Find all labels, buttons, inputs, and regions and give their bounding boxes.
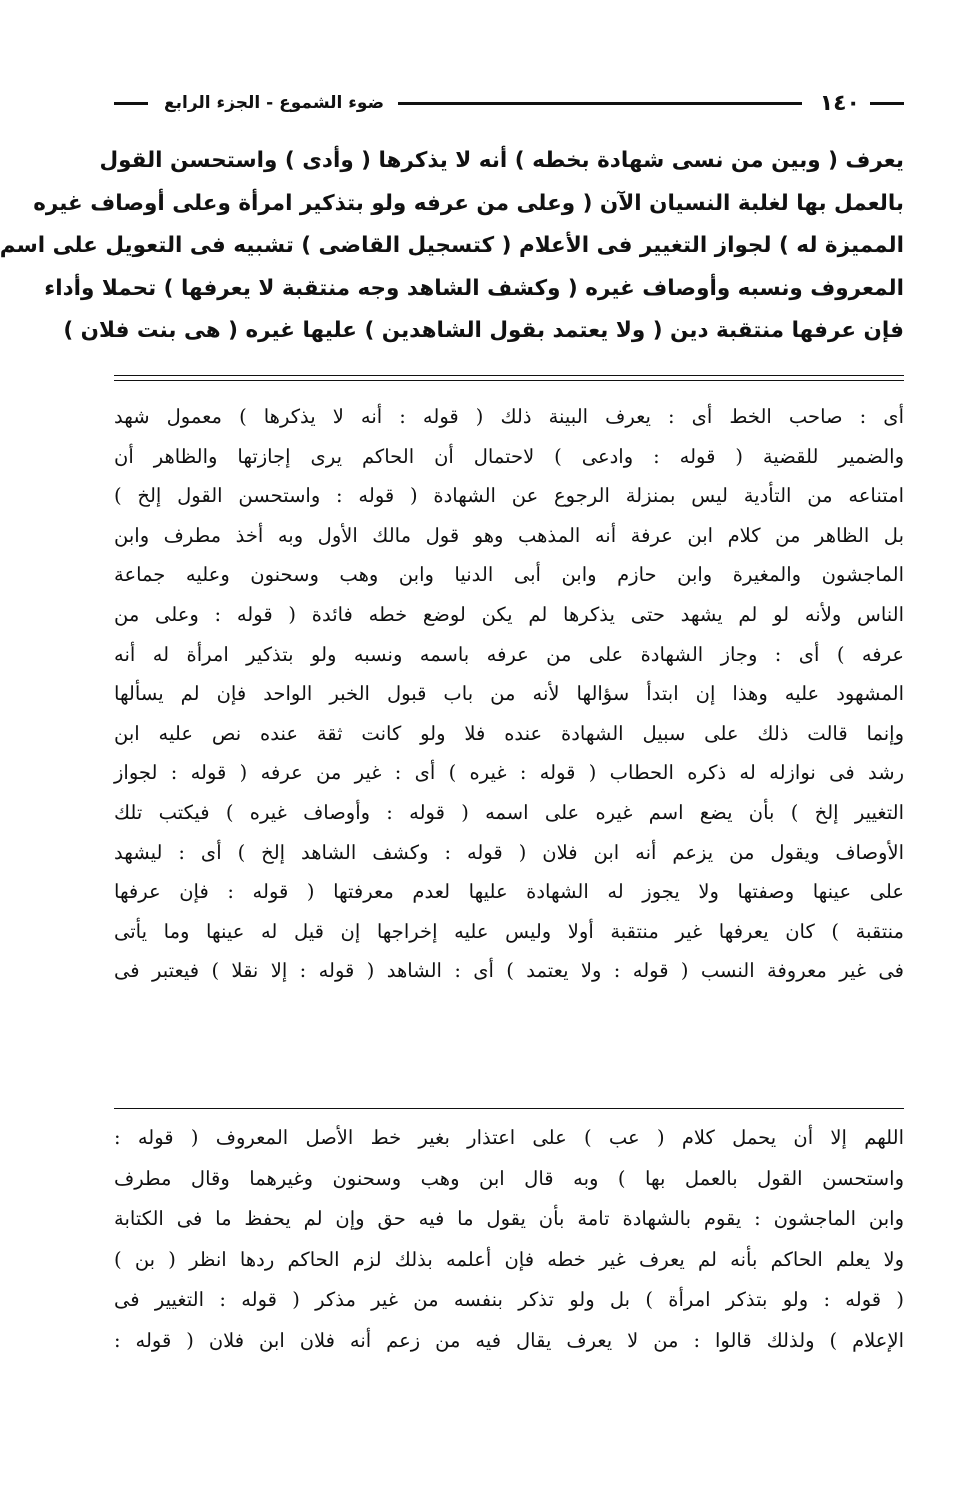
commentary-line: وإنما قالت ذلك على سبيل الشهادة عنده فلا ولو كانت ثقة عنده نص عليه ابن bbox=[114, 721, 904, 745]
main-line: بالعمل بها لغلبة النسيان الآن ( وعلى من عرفه ولو بتذكير امرأة وعلى أوصاف غيره bbox=[33, 190, 904, 216]
main-line: يعرف ( وبين من نسى شهادة بخطه ) أنه لا يذكرها ( وأدى ) واستحسن القول bbox=[99, 148, 904, 173]
commentary-line: امتناعه من التأدية ليس بمنزلة الرجوع عن الشهادة ( قوله : واستحسن القول إلخ ) bbox=[114, 484, 904, 508]
commentary-line: المشهود عليه وهذا إن ابتدأ سؤالها لأنه من باب قبول الخبر الواحد فإن لم يسألها bbox=[114, 682, 904, 706]
main-line: المميزة له ) لجواز التغيير فى الأعلام ( كتسجيل القاضى ) تشبيه فى التعويل على اسم bbox=[0, 233, 904, 258]
main-text bbox=[0, 140, 904, 353]
commentary-line: فى غير معروفة النسب ( قوله : ولا يعتمد ) أى : الشاهد ( قوله : إلا نقلا ) فيعتبر فى bbox=[114, 959, 904, 983]
footnote-line: الإعلام ) ولذلك قالوا : من لا يعرف يقال فيه من زعم أنه فلان ابن فلان ( قوله : bbox=[114, 1328, 904, 1352]
header-dash-right bbox=[870, 102, 904, 105]
book-title: ضوء الشموع - الجزء الرابع bbox=[164, 93, 385, 113]
commentary-line: منتقبة ) كان يعرفها غير منتقبة أولا وليس عليه إخراجها إن قيل له عينها وما يأتى bbox=[114, 919, 904, 943]
footnote-line: واستحسن القول بالعمل بها ) وبه قال ابن وهب وسحنون وغيرهما وقال مطرف bbox=[114, 1166, 904, 1190]
footnote-line: اللهم إلا أن يحمل كلام ( عب ) على اعتذار بغير خط الأصل المعروف ( قوله : bbox=[114, 1126, 904, 1149]
main-line: المعروف ونسبه وأوصاف غيره ( وكشف الشاهد وجه منتقبة لا يعرفها ) تحملا وأداء bbox=[44, 275, 904, 301]
commentary-text bbox=[114, 397, 904, 991]
commentary-line: أى : صاحب الخط أى : يعرف البينة ذلك ( قوله : أنه لا يذكرها ) معمول شهد bbox=[114, 405, 904, 428]
footnote-text bbox=[114, 1118, 904, 1361]
header-dash-left bbox=[114, 102, 148, 105]
commentary-line: بل الظاهر من كلام ابن عرفة أنه المذهب وهو قول مالك الأول وبه أخذ مطرف وابن bbox=[114, 523, 904, 547]
running-header bbox=[114, 86, 904, 120]
commentary-line: التغيير إلخ ) بأن يضع اسم غيره على اسمه ( قوله : وأوصاف غيره ) فيكتب تلك bbox=[114, 800, 904, 824]
main-text-divider-second bbox=[114, 380, 904, 381]
footnote-line: وابن الماجشون : يقوم بالشهادة تامة بأن يقول ما فيه حق وإن لم يحفظ ما فى الكتابة bbox=[114, 1207, 904, 1230]
header-rule bbox=[398, 102, 802, 105]
footnote-divider bbox=[114, 1108, 904, 1109]
commentary-line: الناس ولأنه لو لم يشهد حتى يذكرها لم يكن لوضع خطه فائدة ( قوله : وعلى من bbox=[114, 602, 904, 626]
footnote-line: ولا يعلم الحاكم بأنه لم يعرف غير خطه فإن أعلمه بذلك لزم الحاكم ردها انظر ( بن ) bbox=[114, 1247, 904, 1271]
commentary-line: والضمير للقضية ( قوله : وادعى ) لاحتمال أن الحاكم يرى إجازتها والظاهر أن bbox=[114, 444, 904, 468]
commentary-line: على عينها وصفتها ولا يجوز له الشهادة عليها لعدم معرفتها ( قوله : فإن عرفها bbox=[114, 880, 904, 904]
main-text-divider bbox=[114, 375, 904, 376]
footnote-line: ( قوله : ولو بتذكر امرأة ) بل ولو تذكر بنفسه من غير مذكر ( قوله : التغيير فى bbox=[114, 1288, 904, 1311]
page-number: ١٤٠ bbox=[819, 90, 860, 116]
main-line: فإن عرفها منتقبة دين ( ولا يعتمد بقول الشاهدين ) عليها غيره ( هى بنت فلان ) bbox=[63, 318, 904, 343]
commentary-line: الماجشون والمغيرة وابن حازم وابن أبى الدنيا وابن وهب وسحنون وعليه جماعة bbox=[114, 563, 904, 587]
commentary-line: رشد فى نوازله له ذكره الحطاب ( قوله : غيره ) أى : غير من عرفه ( قوله : لجواز bbox=[114, 761, 904, 785]
commentary-line: عرفه ) أى : وجاز الشهادة على من عرفه باسمه ونسبه ولو بتذكير امرأة له أنه bbox=[114, 642, 904, 666]
commentary-line: الأوصاف ويقول من يزعم أنه ابن فلان ( قوله : وكشف الشاهد إلخ ) أى : ليشهد bbox=[114, 840, 904, 864]
